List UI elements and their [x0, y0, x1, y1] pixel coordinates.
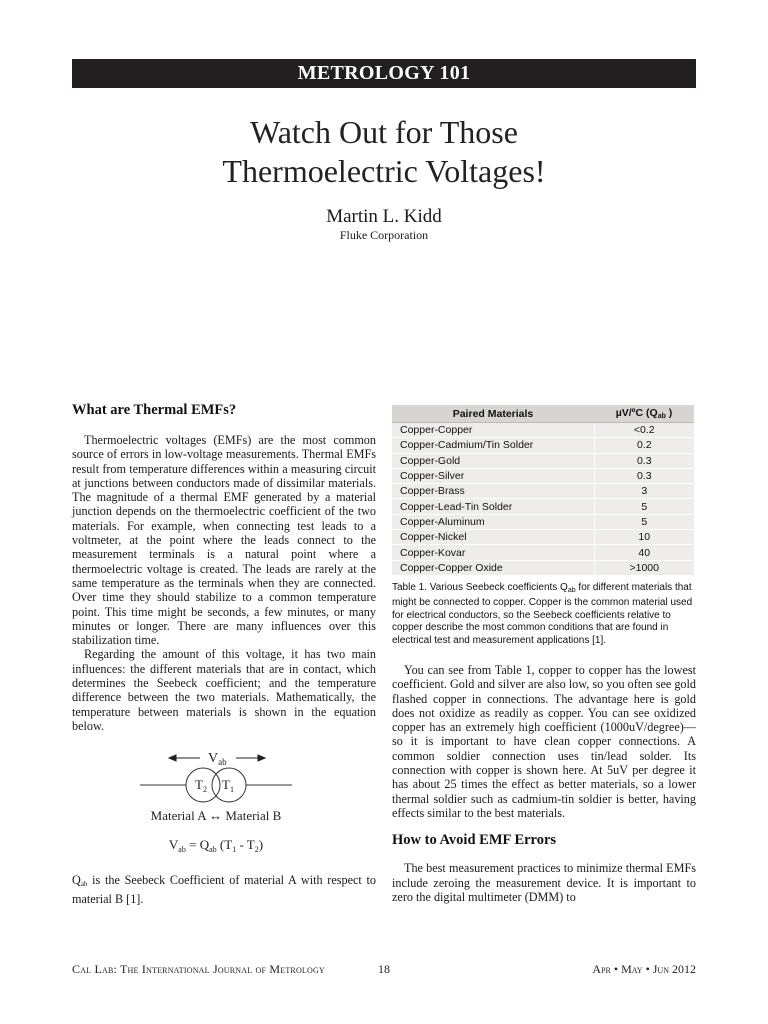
author-name: Martin L. Kidd	[326, 206, 442, 227]
table-row	[392, 484, 694, 499]
table-cell-value: 5	[594, 514, 694, 529]
table-cell-value: 10	[594, 530, 694, 545]
table-caption: Table 1. Various Seebeck coefficients $Q_{ab}$ for different materials that might be connected to copper. Copper is the common material used for electrical conductors, so the Seebeck coefficients relative to copper describe the most common conditions that are found in electrical test and measurement applications [1].	[392, 581, 693, 646]
table-cell-value: <0.2	[594, 423, 694, 438]
table-cell-value: >1000	[594, 560, 694, 575]
paragraph-intro: Thermoelectric voltages (EMFs) are the most common source of errors in low-voltage measurements. Thermal EMFs result from temperature differences within a measuring circuit at junctions between conductors made of dissimilar materials. The magnitude of a thermal EMF generated by a material junction depends on the thermoelectric coefficient of the two materials. For example, when connecting test leads to a voltmeter, at the point where the leads connect to the measurement terminals is a natural point where a thermoelectric voltage is created. The leads are rarely at the same temperature as the terminals when they are connected. Over time they should stabilize to a common temperature point. This time might be seconds, a few minutes, or many minutes or longer. There are many influences over this stabilization time.	[72, 433, 376, 648]
vab-label: $V_{ab}$	[208, 751, 227, 768]
paragraph-qab-definition: $Q_{ab}$ is the Seebeck Coefficient of material A with respect to material B [1].	[72, 873, 376, 906]
table-row	[392, 499, 694, 514]
article-title	[72, 113, 696, 191]
paragraph-table-discussion: You can see from Table 1, copper to copper has the lowest coefficient. Gold and silver are also low, so you often see gold flashed copper in connections. The advantage here is gold does not oxidize as readily as copper. You can see oxidized copper has an extremely high coefficient (1000uV/degree)—so it is important to have clean copper connections. A common soldier connection uses tin/lead solder. Its connection with copper is shown here. At 5uV per degree it has about 25 times the effect as better materials, so a lower thermal soldier such as cadmium-tin soldier is better, having effects similar to the best materials.	[392, 663, 696, 820]
table-row	[392, 438, 694, 453]
section-heading-avoid-emf-errors: How to Avoid EMF Errors	[392, 832, 557, 849]
table-row	[392, 453, 694, 468]
right-column	[392, 405, 696, 904]
t1-label: $T_1$	[222, 777, 234, 795]
paragraph-influences: Regarding the amount of this voltage, it has two main influences: the different materials that are in contact, which determines the Seebeck coefficient; and the temperature difference between the two materials. Mathematically, the temperature between materials is shown in the equation below.	[72, 647, 376, 733]
table-cell-value: 0.3	[594, 453, 694, 468]
table-row	[392, 560, 694, 575]
seebeck-equation-figure	[72, 743, 376, 865]
table-header-materials: Paired Materials	[392, 405, 594, 423]
page-footer	[72, 962, 696, 978]
table-cell-value: 40	[594, 545, 694, 560]
materials-label: Material A ↔ Material B	[150, 808, 282, 824]
t2-label: $T_2$	[195, 777, 207, 795]
table-row	[392, 423, 694, 438]
footer-issue-date: Apr • May • Jun 2012	[592, 962, 696, 976]
table-header-coefficient: µV/ºC ($Q_{ab}$ )	[594, 405, 694, 423]
junction-diagram	[140, 768, 292, 802]
section-heading-thermal-emfs: What are Thermal EMFs?	[72, 402, 237, 418]
title-line-1: Watch Out for Those	[250, 114, 518, 150]
table-cell-material: Copper-Kovar	[392, 545, 594, 560]
table-row	[392, 530, 694, 545]
section-banner: METROLOGY 101	[72, 59, 696, 88]
table-cell-material: Copper-Copper	[392, 423, 594, 438]
table-cell-material: Copper-Brass	[392, 484, 594, 499]
seebeck-equation: $V_{ab} = Q_{ab}$ $(T_1 - T_2)$	[168, 837, 264, 855]
table-cell-material: Copper-Silver	[392, 468, 594, 483]
author-affiliation: Fluke Corporation	[339, 228, 429, 242]
table-cell-value: 0.2	[594, 438, 694, 453]
table-cell-material: Copper-Nickel	[392, 530, 594, 545]
paragraph-best-practices: The best measurement practices to minimize thermal EMFs include zeroing the measurement device. It is important to zero the digital multimeter (DMM) to	[392, 861, 696, 904]
table-cell-material: Copper-Gold	[392, 453, 594, 468]
seebeck-coefficients-table	[392, 405, 694, 576]
left-column	[72, 401, 376, 906]
table-cell-material: Copper-Copper Oxide	[392, 560, 594, 575]
table-cell-material: Copper-Aluminum	[392, 514, 594, 529]
table-row	[392, 545, 694, 560]
title-line-2: Thermoelectric Voltages!	[222, 153, 546, 189]
table-cell-material: Copper-Lead-Tin Solder	[392, 499, 594, 514]
table-cell-material: Copper-Cadmium/Tin Solder	[392, 438, 594, 453]
footer-page-number: 18	[378, 962, 390, 976]
table-header-row	[392, 405, 694, 423]
table-row	[392, 468, 694, 483]
table-row	[392, 514, 694, 529]
footer-journal-name: Cal Lab: The International Journal of Metrology	[72, 962, 325, 976]
table-cell-value: 5	[594, 499, 694, 514]
table-cell-value: 3	[594, 484, 694, 499]
table-cell-value: 0.3	[594, 468, 694, 483]
